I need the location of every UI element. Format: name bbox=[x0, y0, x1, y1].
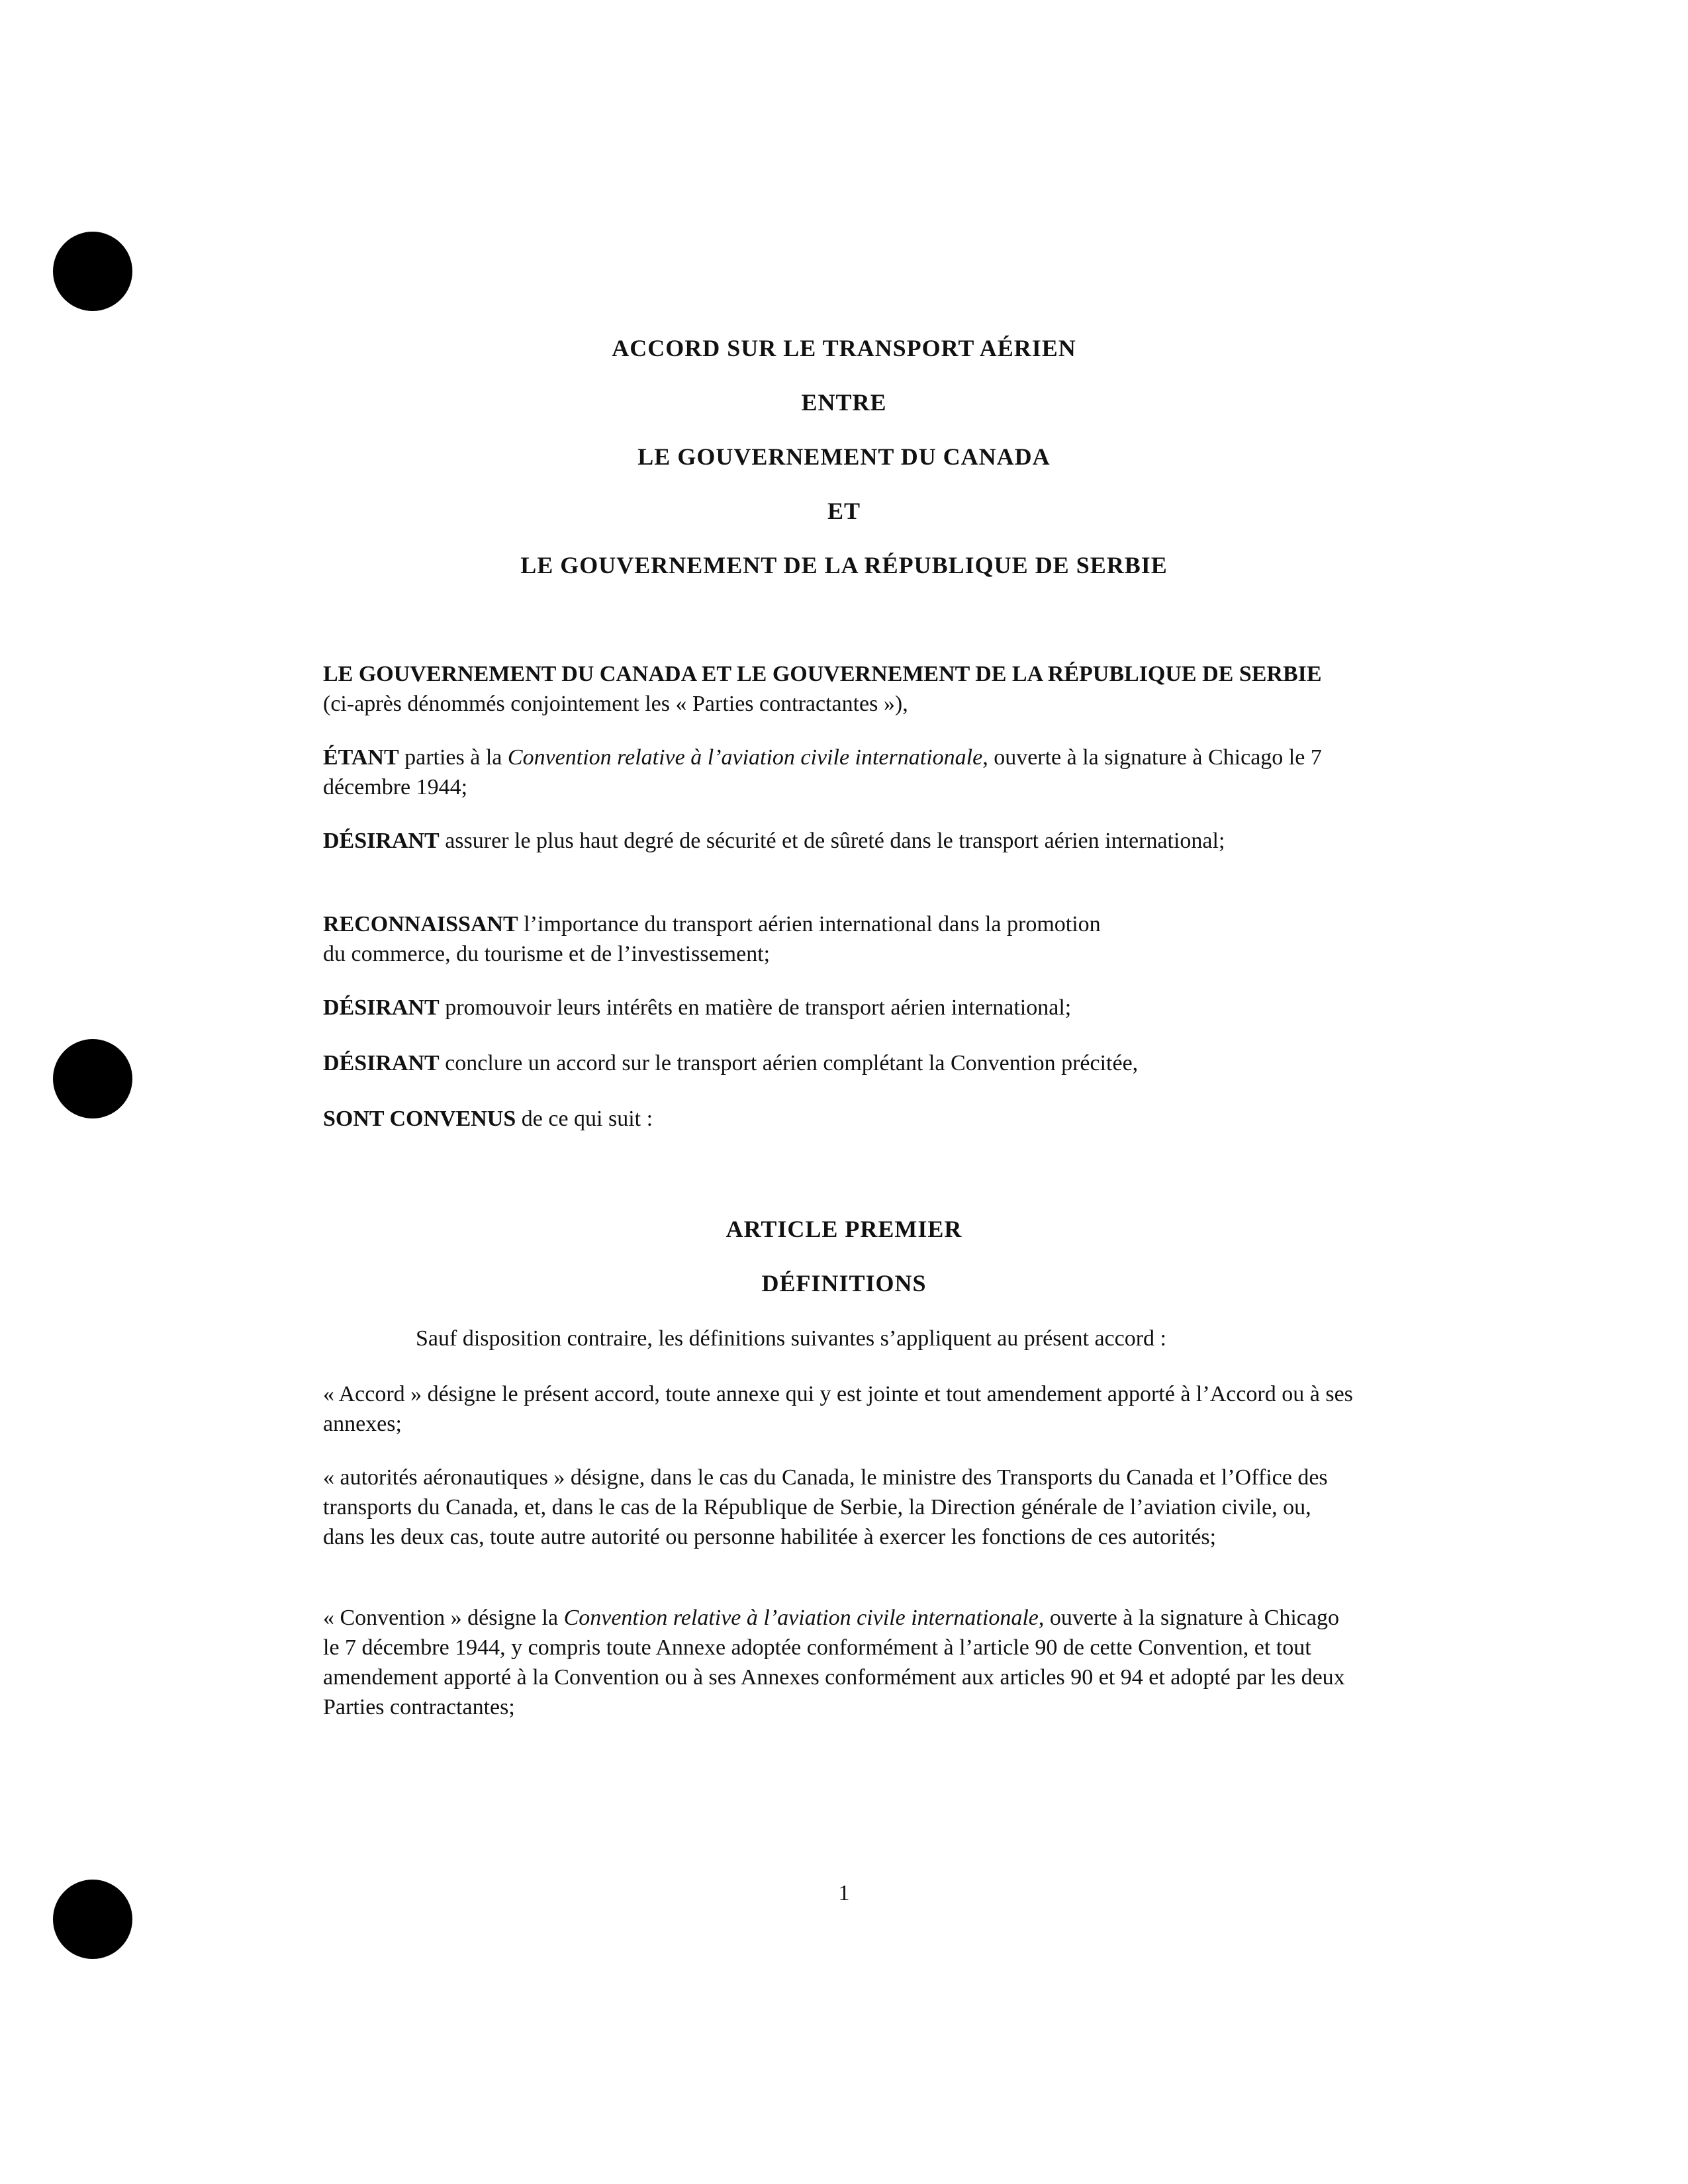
punch-hole-top bbox=[53, 232, 132, 311]
title-line-2: ENTRE bbox=[801, 389, 887, 416]
title-line-1: ACCORD SUR LE TRANSPORT AÉRIEN bbox=[612, 335, 1076, 361]
convention-text-2: , ouverte à la signature à Chicago le 7 décembre 1944, y compris toute Annexe adoptée conformément à l’article 90 de cette Convention, et tout amendement apporté à la Convention ou à ses Annexes conformément aux articles 90 et 94 et adopté par les deux Parties contractantes; bbox=[323, 1606, 1345, 1719]
desirant-2-text: promouvoir leurs intérêts en matière de transport aérien international; bbox=[439, 995, 1072, 1020]
page-number: 1 bbox=[838, 1881, 850, 1905]
etant-text-2: , ouverte à la signature à Chicago le 7 décembre 1944; bbox=[323, 745, 1322, 799]
preamble-desirant-conclure bbox=[323, 1048, 1356, 1078]
etant-convention-title: Convention relative à l’aviation civile internationale bbox=[507, 745, 983, 770]
etant-bold: ÉTANT bbox=[323, 745, 399, 770]
preamble-sont-convenus bbox=[323, 1104, 1356, 1134]
definitions-intro: Sauf disposition contraire, les définitions suivantes s’appliquent au présent accord : bbox=[416, 1326, 1167, 1351]
preamble-reconnaissant bbox=[323, 909, 1356, 969]
definition-autorites: « autorités aéronautiques » désigne, dans le cas du Canada, le ministre des Transports du Canada et l’Office des transports du Canada, et, dans le cas de la République de Serbie, la Direction générale de l’aviation civile, ou, dans les deux cas, toute autre autorité ou personne habilitée à exercer les fonctions de ces autorités; bbox=[323, 1465, 1328, 1549]
article-subheading: DÉFINITIONS bbox=[761, 1270, 927, 1297]
preamble-parties bbox=[323, 659, 1356, 719]
preamble-desirant-promouvoir bbox=[323, 993, 1356, 1023]
definition-accord: « Accord » désigne le présent accord, toute annexe qui y est jointe et tout amendement apporté à l’Accord ou à ses annexes; bbox=[323, 1382, 1353, 1436]
desirant-1-bold: DÉSIRANT bbox=[323, 829, 440, 853]
desirant-2-bold: DÉSIRANT bbox=[323, 995, 440, 1020]
reconnaissant-text-2: du commerce, du tourisme et de l’investissement; bbox=[323, 942, 771, 966]
convenus-text: de ce qui suit : bbox=[516, 1107, 653, 1131]
parties-bold: LE GOUVERNEMENT DU CANADA ET LE GOUVERNEMENT DE LA RÉPUBLIQUE DE SERBIE bbox=[323, 662, 1322, 686]
reconnaissant-text-1: l’importance du transport aérien international dans la promotion bbox=[518, 912, 1101, 936]
punch-hole-middle bbox=[53, 1039, 132, 1118]
article-heading: ARTICLE PREMIER bbox=[726, 1216, 962, 1242]
desirant-1-text: assurer le plus haut degré de sécurité et de sûreté dans le transport aérien international; bbox=[439, 829, 1225, 853]
definition-convention bbox=[323, 1603, 1356, 1722]
preamble-etant bbox=[323, 743, 1356, 802]
convention-title: Convention relative à l’aviation civile internationale bbox=[563, 1606, 1039, 1630]
title-line-5: LE GOUVERNEMENT DE LA RÉPUBLIQUE DE SERBIE bbox=[520, 552, 1168, 578]
etant-text-1: parties à la bbox=[399, 745, 508, 770]
title-line-4: ET bbox=[827, 498, 861, 524]
reconnaissant-bold: RECONNAISSANT bbox=[323, 912, 518, 936]
desirant-3-text: conclure un accord sur le transport aérien complétant la Convention précitée, bbox=[439, 1051, 1139, 1075]
preamble-desirant-securite bbox=[323, 826, 1356, 856]
desirant-3-bold: DÉSIRANT bbox=[323, 1051, 440, 1075]
parties-text: (ci-après dénommés conjointement les « Parties contractantes »), bbox=[323, 692, 908, 716]
convenus-bold: SONT CONVENUS bbox=[323, 1107, 516, 1131]
convention-text-1: « Convention » désigne la bbox=[323, 1606, 564, 1630]
title-line-3: LE GOUVERNEMENT DU CANADA bbox=[637, 443, 1051, 470]
